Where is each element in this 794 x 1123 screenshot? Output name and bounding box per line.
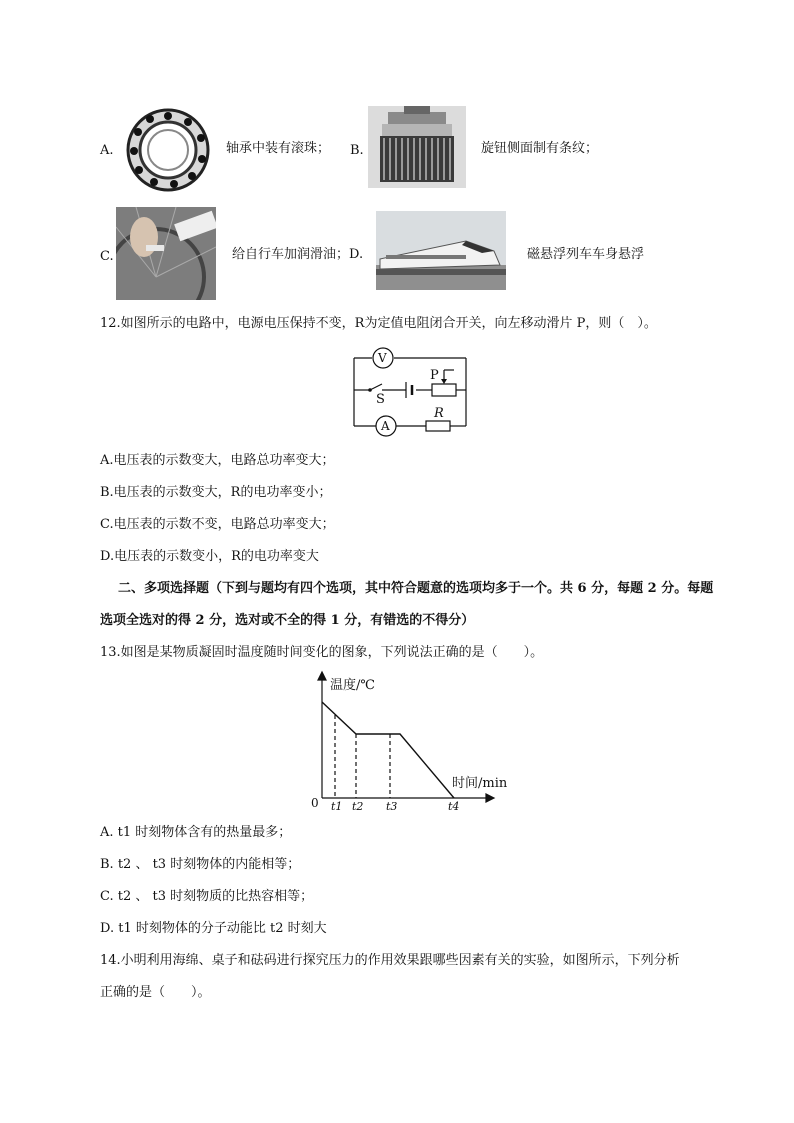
resistor-label: R [434, 406, 444, 421]
q13-option-a: A. t1 时刻物体含有的热量最多； [100, 825, 292, 840]
circuit-diagram [350, 346, 470, 436]
option-a-text: 轴承中装有滚珠； [226, 141, 331, 156]
slider-label: P [430, 368, 439, 383]
q12-stem: 12.如图所示的电路中，电源电压保持不变，R为定值电阻闭合开关，向左移动滑片 P，则（ ）。 [100, 316, 657, 331]
section2-heading-line1: 二、多项选择题（下到与题均有四个选项，其中符合题意的选项均多于一个。共 6 分，每题 2 分。每题 [118, 581, 714, 596]
option-a-letter: A. [100, 143, 114, 158]
q12-option-b: B.电压表的示数变大，R的电功率变小； [100, 485, 332, 500]
y-axis-label: 温度/℃ [330, 678, 375, 693]
option-b-text: 旋钮侧面制有条纹； [481, 141, 599, 156]
q13-stem: 13.如图是某物质凝固时温度随时间变化的图象，下列说法正确的是（ ）。 [100, 645, 544, 660]
temperature-time-graph [308, 670, 508, 820]
origin-label: 0 [311, 796, 319, 810]
option-b-letter: B. [350, 143, 364, 158]
option-d-text: 磁悬浮列车车身悬浮 [527, 247, 645, 262]
q13-option-d: D. t1 时刻物体的分子动能比 t2 时刻大 [100, 921, 327, 936]
option-c-letter: C. [100, 249, 114, 264]
voltmeter-label: V [378, 351, 387, 365]
q12-option-a: A.电压表的示数变大，电路总功率变大； [100, 453, 335, 468]
section2-heading-line2: 选项全选对的得 2 分，选对或不全的得 1 分，有错选的不得分） [100, 613, 475, 628]
q12-option-d: D.电压表的示数变小，R的电功率变大 [100, 549, 319, 564]
ammeter-label: A [381, 419, 390, 433]
q13-option-b: B. t2 、 t3 时刻物体的内能相等； [100, 857, 301, 872]
option-c-text: 给自行车加润滑油；D. [232, 247, 364, 262]
bicycle-oil-image [116, 207, 216, 300]
q12-option-c: C.电压表的示数不变，电路总功率变大； [100, 517, 335, 532]
switch-label: S [376, 392, 385, 407]
bearing-image [122, 104, 212, 194]
maglev-train-image [376, 211, 506, 290]
q13-option-c: C. t2 、 t3 时刻物质的比热容相等； [100, 889, 314, 904]
tick-t1: t1 [331, 800, 343, 813]
knob-image [368, 106, 466, 188]
tick-t4: t4 [448, 800, 460, 813]
tick-t3: t3 [386, 800, 398, 813]
x-axis-label: 时间/min [452, 776, 508, 791]
tick-t2: t2 [352, 800, 364, 813]
q14-stem-line2: 正确的是（ ）。 [100, 985, 211, 1000]
q14-stem-line1: 14.小明利用海绵、桌子和砝码进行探究压力的作用效果跟哪些因素有关的实验，如图所示，下列分析 [100, 953, 680, 968]
